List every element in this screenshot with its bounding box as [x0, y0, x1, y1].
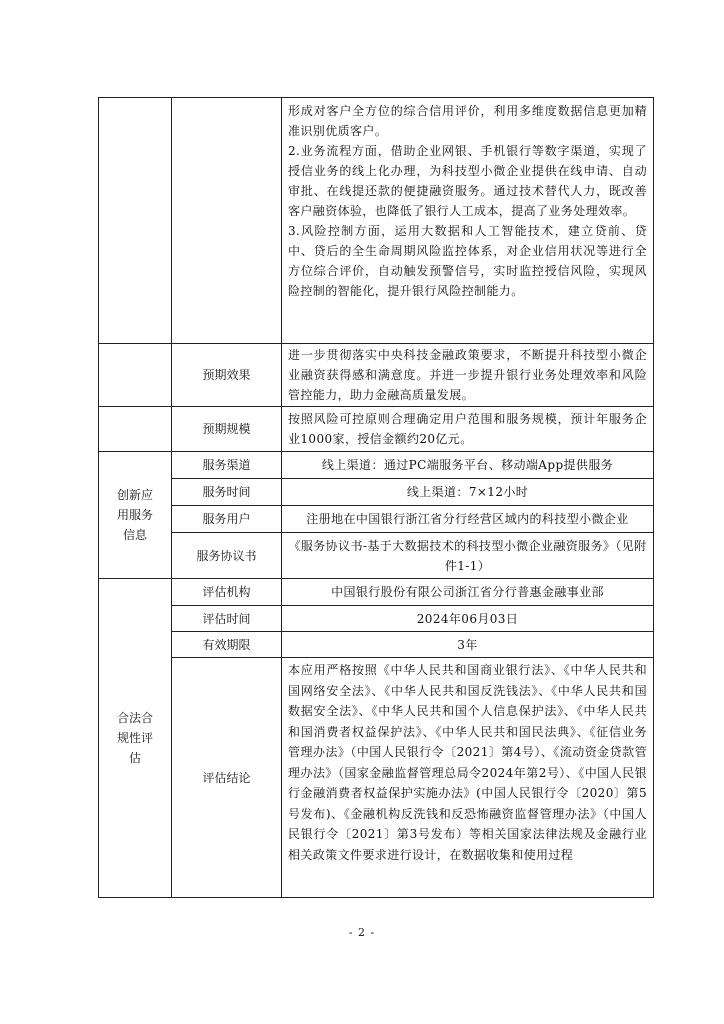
paragraph: 2.业务流程方面，借助企业网银、手机银行等数字渠道，实现了授信业务的线上化办理，为科技型小微企业提供在线申请、自动审批、在线提还款的便捷融资服务。通过技术替代人力，既改善客户融资体验，也降低了银行人工成本，提高了业务处理效率。 [288, 144, 647, 218]
paragraph: 3.风险控制方面，运用大数据和人工智能技术，建立贷前、贷中、贷后的全生命周期风险监控体系，对企业信用状况等进行全方位综合评价，自动触发预警信号，实时监控授信风险，实现风险控制的智能化，提升银行风险控制能力。 [288, 224, 647, 298]
page-number: - 2 - [348, 926, 376, 939]
row-value: 线上渠道：7×12小时 [282, 479, 654, 506]
row-value: 本应用严格按照《中华人民共和国商业银行法》、《中华人民共和国网络安全法》、《中华人民共和国反洗钱法》、《中华人民共和国数据安全法》、《中华人民共和国个人信息保护法》、《中华人民共和国消费者权益保护法》、《中华人民共和国民法典》、《征信业务管理办法》（中国人民银行令〔2021〕第4号）、《流动资金贷款管理办法》（国家金融监督管理总局令2024年第2号）、《中国人民银行金融消费者权益保护实施办法》(中国人民银行令〔2020〕第5号发布)、《金融机构反洗钱和反恐怖融资监督管理办法》（中国人民银行令〔2021〕第3号发布）等相关国家法律法规及金融行业相关政策文件要求进行设计，在数据收集和使用过程 [282, 658, 654, 898]
table-row [99, 98, 654, 344]
row-value: 按照风险可控原则合理确定用户范围和服务规模，预计年服务企业1000家，授信金额约20亿元。 [282, 407, 654, 452]
table-row [99, 479, 654, 506]
row-label: 服务协议书 [172, 533, 282, 579]
table-row [99, 632, 654, 658]
row-label: 服务用户 [172, 506, 282, 533]
empty-cell [99, 98, 172, 344]
row-label: 评估机构 [172, 579, 282, 606]
row-label: 评估时间 [172, 606, 282, 632]
row-value: 线上渠道：通过PC端服务平台、移动端App提供服务 [282, 452, 654, 479]
row-value: 注册地在中国银行浙江省分行经营区域内的科技型小微企业 [282, 506, 654, 533]
row-value: 3年 [282, 632, 654, 658]
row-value: 中国银行股份有限公司浙江省分行普惠金融事业部 [282, 579, 654, 606]
table-row [99, 452, 654, 479]
row-value: 《服务协议书-基于大数据技术的科技型小微企业融资服务》（见附件1-1） [282, 533, 654, 579]
row-value: 进一步贯彻落实中央科技金融政策要求，不断提升科技型小微企业融资获得感和满意度。并进一步提升银行业务处理效率和风险管控能力，助力金融高质量发展。 [282, 344, 654, 407]
empty-cell [99, 407, 172, 452]
section-label: 创新应用服务信息 [99, 452, 172, 579]
table-row [99, 579, 654, 606]
row-value: 2024年06月03日 [282, 606, 654, 632]
row-label: 服务时间 [172, 479, 282, 506]
row-label: 预期规模 [172, 407, 282, 452]
section-label: 合法合规性评估 [99, 579, 172, 898]
paragraph: 形成对客户全方位的综合信用评价，利用多维度数据信息更加精准识别优质客户。 [288, 104, 647, 138]
table-row [99, 506, 654, 533]
row-label: 有效期限 [172, 632, 282, 658]
table-row [99, 658, 654, 898]
table-row [99, 344, 654, 407]
info-table [98, 97, 654, 898]
text-cell [282, 98, 654, 344]
row-label: 服务渠道 [172, 452, 282, 479]
table-row [99, 407, 654, 452]
row-label: 评估结论 [172, 658, 282, 898]
row-label: 预期效果 [172, 344, 282, 407]
empty-cell [172, 98, 282, 344]
table-row [99, 533, 654, 579]
table-row [99, 606, 654, 632]
empty-cell [99, 344, 172, 407]
